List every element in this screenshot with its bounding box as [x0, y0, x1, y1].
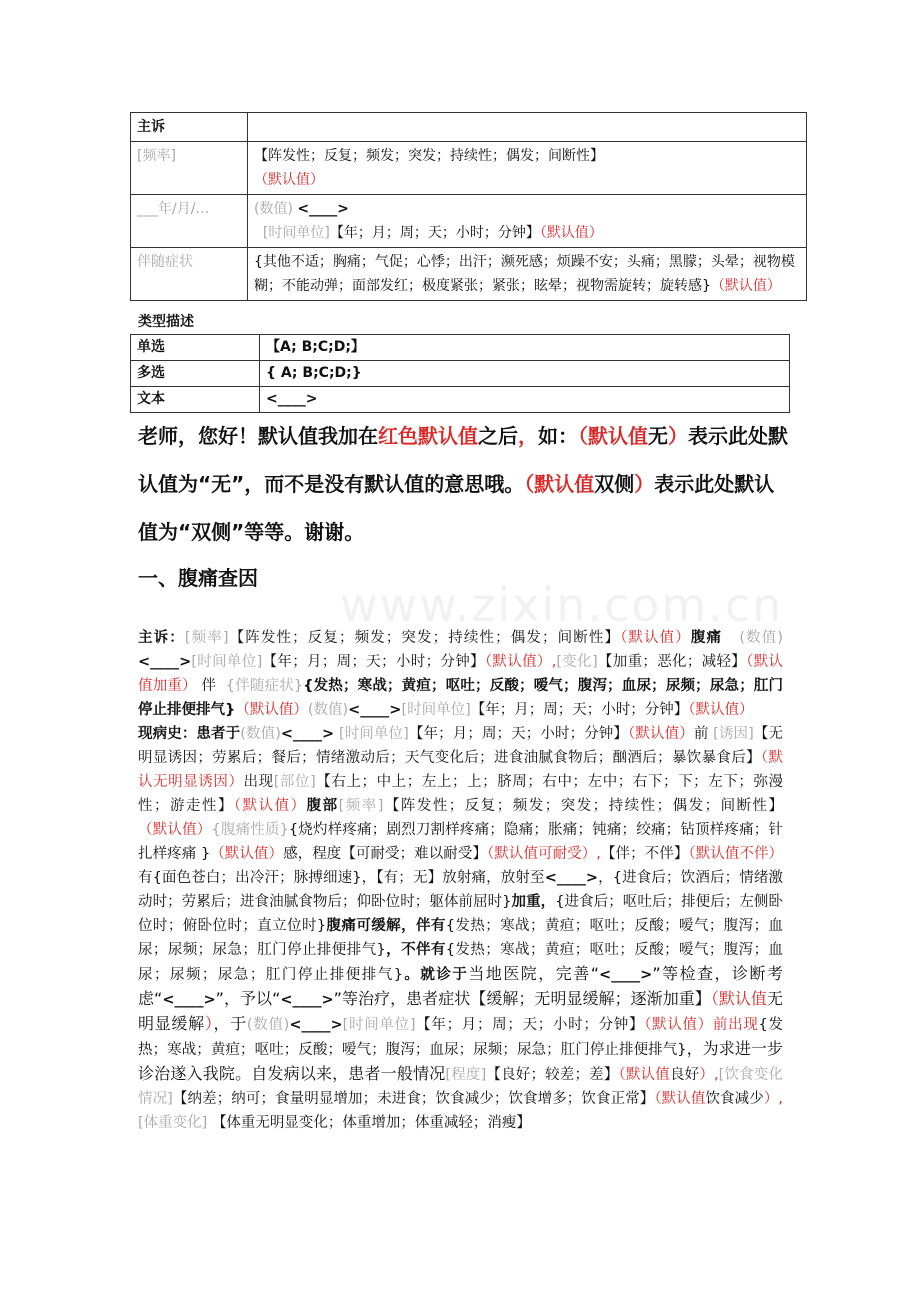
placeholder: [频率]	[184, 630, 229, 646]
notice-text: 之后	[478, 424, 518, 448]
type-value-text: <____>	[260, 387, 790, 413]
options: 【阵发性；反复；频发；突发；持续性；偶发；间断性】	[383, 798, 784, 814]
default-tag: （默认值）前出现	[644, 1017, 759, 1033]
placeholder: [变化]	[556, 654, 598, 670]
options: 【无明显诱因；劳累后；餐后；情绪激动后；天气变化后；进食油腻食物后；酗酒后；暴饮暴食后】	[138, 726, 784, 766]
symptom-name: 腹痛	[690, 630, 723, 646]
default-tag: （默认无明显诱因）	[138, 750, 784, 790]
default-tag: （默认值）,	[484, 654, 557, 670]
default-tag: ）,	[699, 1067, 719, 1083]
chief-complaint-table	[130, 112, 807, 301]
options: 【良好；较差；差】	[486, 1067, 619, 1083]
default-value-tag: （默认值）	[710, 278, 781, 294]
notice-text: 无	[648, 424, 668, 448]
placeholder: [程度]	[445, 1067, 487, 1083]
blank-field: <____>	[138, 654, 192, 670]
options: {发热；寒战；黄疸；呕吐；反酸；嗳气；腹泻；血尿；尿频；尿急；肛门停止排便排气}	[138, 918, 783, 958]
text: 放射痛，放射至	[442, 870, 545, 886]
text: 有{面色苍白；出冷汗；脉搏细速}，	[138, 870, 377, 886]
options: {发热；寒战；黄疸；呕吐；反酸；嗳气；腹泻；血尿；尿频；尿急；肛门停止排便排气}	[138, 1017, 783, 1058]
row-label-chief: 主诉	[131, 113, 248, 142]
notice-text: 表示此处默认值为“双侧”等等。谢谢。	[138, 472, 775, 544]
type-value-multi: { A; B;C;D;}	[260, 361, 790, 387]
row-value-frequency	[248, 142, 807, 195]
options: 【有；无】	[376, 870, 443, 886]
row-label-frequency: [频率]	[131, 142, 248, 195]
options: 【纳差；纳可；食量明显增加；未进食；饮食减少；饮食增多；饮食正常】	[172, 1091, 655, 1107]
notice-red-text: （默认值	[578, 424, 648, 448]
text: 感，程度	[283, 846, 342, 862]
notice-red-text: ）	[634, 472, 655, 496]
options: {烧灼样疼痛；剧烈刀割样疼痛；隐痛；胀痛；钝痛；绞痛；钻顶样疼痛；针扎样疼痛 }	[138, 822, 783, 862]
blank-field: <____>	[544, 870, 598, 886]
notice-text: 双侧	[594, 472, 635, 496]
text: 腹痛可缓解，伴有	[326, 918, 446, 934]
text: 腹部	[306, 798, 339, 814]
section-title: 一、腹痛查因	[138, 566, 258, 590]
placeholder: (数值)	[246, 1017, 290, 1033]
default-value: 无明显缓解	[138, 989, 783, 1033]
placeholder: [饮食变化情况]	[138, 1067, 784, 1107]
default-value: 可耐受	[538, 846, 582, 862]
placeholder: {腹痛性质}	[211, 822, 289, 838]
options: 【年；月；周；天；小时；分钟】	[408, 726, 629, 742]
placeholder: (数值)	[307, 702, 349, 718]
row-value-duration	[248, 195, 807, 248]
options: 【缓解；无明显缓解；逐渐加重】	[470, 989, 711, 1008]
options: 【可耐受；难以耐受】	[341, 846, 488, 862]
options: 【伴；不伴】	[600, 846, 689, 862]
frequency-options: 【阵发性；反复；频发；突发；持续性；偶发；间断性】	[254, 148, 604, 164]
default-tag: （默认值	[618, 1067, 670, 1083]
default-tag: （默认值）	[235, 702, 308, 718]
default-tag: ）,	[763, 1091, 784, 1107]
options: {发热；寒战；黄疸；呕吐；反酸；嗳气；腹泻；血尿；尿频；尿急；肛门停止排便排气}	[138, 678, 784, 718]
placeholder: {伴随症状}	[225, 678, 304, 694]
notice-red-text: （默认值	[524, 472, 595, 496]
time-unit-options: 【年；月；周；天；小时；分钟】	[329, 225, 540, 241]
options: 【阵发性；反复；频发；突发；持续性；偶发；间断性】	[228, 630, 621, 646]
row-value-chief	[248, 113, 807, 142]
placeholder: (数值)	[240, 726, 281, 742]
options: 【年；月；周；天；小时；分钟】	[262, 654, 485, 670]
options: 【年；月；周；天；小时；分钟】	[470, 702, 689, 718]
default-value: 加重	[152, 678, 183, 694]
options: {发热；寒战；黄疸；呕吐；反酸；嗳气；腹泻；血尿；尿频；尿急；肛门停止排便排气}	[138, 942, 783, 983]
text: ”等治疗，患者症状	[333, 989, 471, 1008]
placeholder: [时间单位]	[342, 1017, 416, 1033]
notice-text: 老师，您好！默认值我加在	[138, 424, 378, 448]
type-label-text: 文本	[131, 387, 260, 413]
notice-text: 表示此处默认值为“无”，而不是没有默认值的意思哦。	[138, 424, 788, 496]
blank-field: <____>	[599, 967, 653, 983]
default-tag: （默认值）	[138, 822, 212, 838]
time-unit-placeholder: [时间单位]	[262, 225, 330, 241]
row-label-symptoms: 伴随症状	[131, 248, 248, 301]
notice-paragraph	[138, 412, 788, 556]
placeholder: [时间单位]	[338, 726, 409, 742]
blank-field: <____>	[162, 992, 216, 1008]
type-label-multi: 多选	[131, 361, 260, 387]
text: ”等检查，诊断考虑“	[138, 964, 784, 1008]
notice-red-text: 红色默认值	[378, 424, 478, 448]
default-value-tag: （默认值）	[539, 225, 603, 241]
default-tag: （默认值不伴）	[688, 846, 784, 862]
text: ，不伴有	[385, 942, 446, 958]
default-tag: ）	[182, 678, 197, 694]
blank-field: <____>	[289, 1017, 343, 1033]
notice-text: 如：	[538, 424, 578, 448]
options: 【年；月；周；天；小时；分钟】	[415, 1017, 645, 1033]
blank-field: <____>	[348, 702, 402, 718]
default-tag: ）,	[581, 846, 601, 862]
placeholder: (数值)	[739, 630, 784, 646]
placeholder: [时间单位]	[191, 654, 263, 670]
case-body	[138, 626, 783, 1135]
row-value-symptoms	[248, 248, 807, 301]
default-tag: ）	[204, 1014, 214, 1033]
text: 前	[693, 726, 709, 742]
text: ”，予以“	[215, 989, 281, 1008]
default-tag: （默认值	[654, 1091, 706, 1107]
placeholder: [诱因]	[713, 726, 754, 742]
placeholder: [部位]	[273, 774, 316, 790]
text: ，于	[213, 1014, 247, 1033]
notice-red-text: ，	[518, 424, 538, 448]
default-tag: （默认值	[138, 654, 784, 694]
chief-label: 主诉：	[138, 630, 185, 646]
options: 【右上；中上；左上；上；脐周；右中；左中；右下；下；左下；弥漫性；游走性】	[138, 774, 784, 814]
options: {进食后；呕吐后；排便后；左侧卧位时；俯卧位时；直立位时}	[138, 894, 783, 934]
notice-red-text: ）	[668, 424, 688, 448]
row-label-duration: ___年/月/…	[131, 195, 248, 248]
options: 【体重无明显变化；体重增加；体重减轻；消瘦】	[211, 1115, 531, 1131]
default-tag: （默认值）	[210, 846, 284, 862]
placeholder: [频率]	[338, 798, 384, 814]
type-label-single: 单选	[131, 335, 260, 361]
blank-field: <____>	[297, 201, 349, 217]
default-value: 饮食减少	[705, 1091, 764, 1107]
blank-field: <____>	[280, 726, 335, 742]
type-value-single: 【A; B;C;D;】	[260, 335, 790, 361]
default-value-tag: （默认值）	[254, 172, 324, 188]
placeholder: [体重变化]	[138, 1115, 208, 1131]
text: 当地医院，完善“	[468, 964, 600, 983]
symptom-options: {其他不适；胸痛；气促；心悸；出汗；濒死感；烦躁不安；头痛；黑朦；头晕；视物模糊；不能动弹；面部发红；极度紧张；紧张；眩晕；视物需旋转；旋转感}	[254, 254, 795, 294]
numeric-placeholder: (数值)	[254, 201, 293, 217]
text: ，为求进一步诊治遂入我院。自发病以来，患者一般情况	[138, 1039, 783, 1083]
placeholder: [时间单位]	[401, 702, 471, 718]
default-tag: （默认值）	[620, 630, 691, 646]
blank-field: <____>	[280, 992, 334, 1008]
default-tag: （默认值）	[233, 798, 307, 814]
default-value: 良好	[669, 1067, 700, 1083]
text: 出现	[243, 774, 274, 790]
default-tag: （默认值）	[628, 726, 694, 742]
options: 【加重；恶化；减轻】	[597, 654, 747, 670]
options: ，{进食后；饮酒后；情绪激动时；劳累后；进食油腻食物后；仰卧位时；躯体前屈时}	[138, 870, 784, 910]
default-tag: （默认值	[487, 846, 539, 862]
type-description-title: 类型描述	[138, 314, 194, 330]
default-tag: （默认值）	[688, 702, 754, 718]
history-label: 现病史：患者于	[138, 726, 241, 742]
default-tag: （默认值	[710, 989, 767, 1008]
text: 加重，	[511, 894, 556, 910]
text: 伴	[201, 678, 217, 694]
watermark: www.zixin.com.cn	[340, 578, 784, 632]
text: 。就诊于	[402, 967, 469, 983]
type-description-table	[130, 334, 790, 413]
